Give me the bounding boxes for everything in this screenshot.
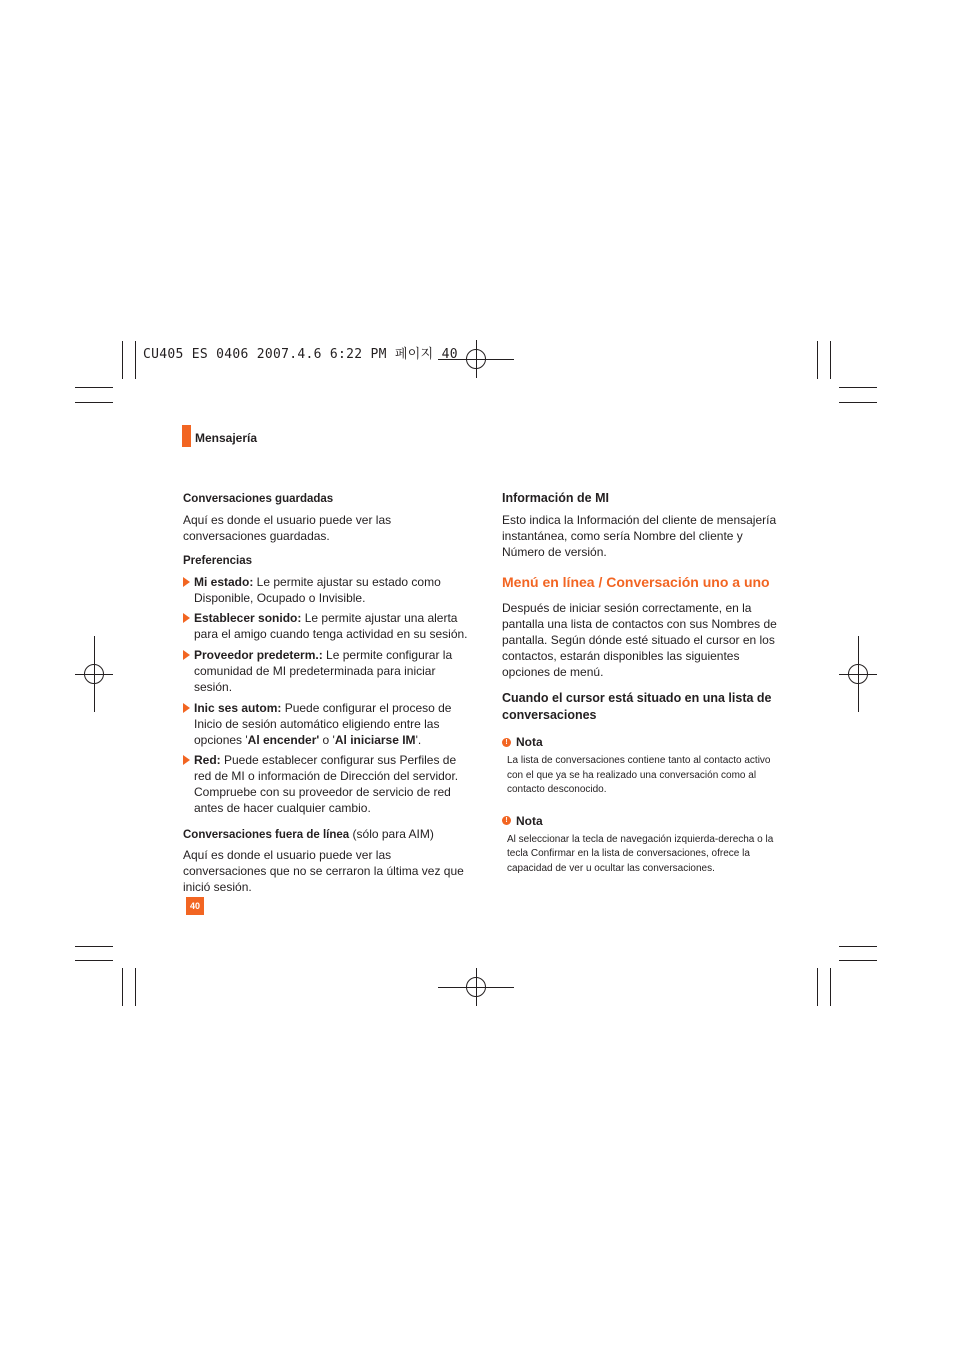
offline-heading: Conversaciones fuera de línea (sólo para AIM) [183, 827, 434, 841]
section-title: Mensajería [195, 431, 258, 445]
info-heading: Información de MI [502, 491, 609, 505]
section-accent-bar [182, 425, 191, 447]
list-item: Red: Puede establecer configurar sus Perfiles de red de MI o información de Dirección del servidor. Compruebe con su proveedor de servicio de red antes de hacer cualquier cambio. [183, 752, 468, 816]
list-item: Mi estado: Le permite ajustar su estado como Disponible, Ocupado o Invisible. [183, 574, 468, 606]
note-text: Al seleccionar la tecla de navegación izquierda-derecha o la tecla Confirmar en la lista de conversaciones, ofrece la capacidad de ver u ocultar las conversaciones. [507, 833, 774, 874]
triangle-bullet-icon [183, 650, 190, 660]
print-slug: CU405 ES 0406 2007.4.6 6:22 PM 페이지 40 [143, 347, 458, 362]
online-heading: Menú en línea / Conversación uno a uno [502, 574, 770, 590]
saved-text: Aquí es donde el usuario puede ver las conversaciones guardadas. [183, 513, 392, 543]
page-number: 40 [186, 897, 204, 915]
list-item: Establecer sonido: Le permite ajustar una alerta para el amigo cuando tenga actividad en su sesión. [183, 610, 468, 642]
triangle-bullet-icon [183, 755, 190, 765]
note-box [502, 813, 787, 877]
note-text: La lista de conversaciones contiene tanto al contacto activo con el que ya se ha realizado una conversación como al contacto desconocido. [507, 755, 771, 795]
triangle-bullet-icon [183, 613, 190, 623]
cursor-heading: Cuando el cursor está situado en una lista de conversaciones [502, 691, 772, 722]
left-column [183, 491, 468, 895]
exclamation-icon: ! [502, 738, 511, 747]
online-text: Después de iniciar sesión correctamente, en la pantalla una lista de contactos con sus Nombres de pantalla. Según dónde esté situado el cursor en los contactos, estarán disponibles las siguientes opciones de menú. [502, 601, 777, 679]
note-box [502, 734, 787, 798]
list-item: Proveedor predeterm.: Le permite configurar la comunidad de MI predeterminada para iniciar sesión. [183, 647, 468, 695]
saved-heading: Conversaciones guardadas [183, 493, 334, 505]
note-header: ! Nota [502, 734, 787, 750]
list-item: Inic ses autom: Puede configurar el proceso de Inicio de sesión automático eligiendo entre las opciones 'Al encender' o 'Al iniciarse IM'. [183, 700, 468, 748]
triangle-bullet-icon [183, 703, 190, 713]
info-text: Esto indica la Información del cliente de mensajería instantánea, como sería Nombre del cliente y Número de versión. [502, 513, 777, 559]
exclamation-icon: ! [502, 816, 511, 825]
right-column [502, 490, 787, 876]
offline-text: Aquí es donde el usuario puede ver las conversaciones que no se cerraron la última vez que inició sesión. [183, 848, 464, 894]
prefs-heading: Preferencias [183, 555, 253, 567]
triangle-bullet-icon [183, 577, 190, 587]
note-header: ! Nota [502, 813, 787, 829]
